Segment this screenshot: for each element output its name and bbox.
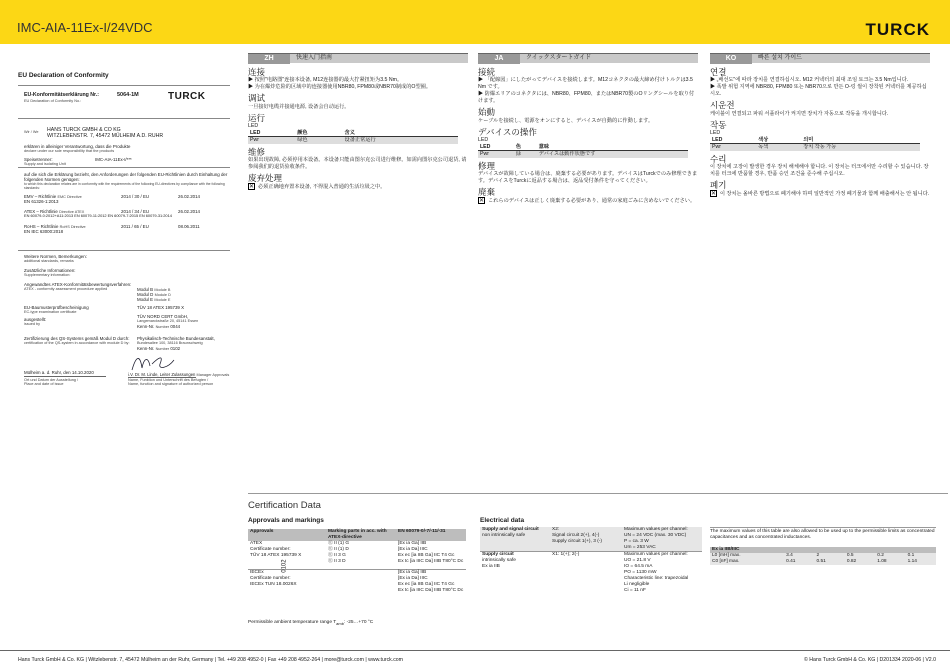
kenn-1: Kenn-Nr. Number 0044 bbox=[137, 324, 181, 330]
spv-label: Speisetrenner: bbox=[24, 157, 53, 163]
electrical-table: Supply and signal circuit non intrinsically safe X2: Signal circuit 2(+), 4(-) Supply circuit 1(+), 3 (-) Maximum values per channel: UN = 24 VDC (max. 30 VDC) P = ca. 3 W Um = 253 VAC Supply circuit intrinsically safe Ex ia IIB X1: 1(+); 2(-) Maximum values per channel: UO = 21.8 V IO = 64.5 mA PO = 1130 mW Characteristic line: trapezoidal Li negligible Ci = 11 nF bbox=[480, 527, 702, 594]
sign-en2: Name, Funktion und Unterschrift des Befugten / bbox=[128, 378, 209, 383]
ko-tab-header bbox=[710, 53, 930, 63]
electrical-heading: Electrical data bbox=[480, 517, 525, 524]
bau-label: EU-Baumusterprüfbescheinigung bbox=[24, 305, 89, 311]
ja-section-repair: 修理 bbox=[478, 160, 496, 171]
signer: i.V. Dr. M. Linde, Leiter Zulassungen Manager Approvals bbox=[128, 372, 230, 378]
signature-image bbox=[130, 352, 186, 374]
ja-p1a: ▶ 「配線図」にしたがってデバイスを接続します。M12コネクタの最大締め付けトルクは3.5 Nm です。 bbox=[478, 77, 693, 91]
dir-emv-name: EMV – Richtlinie EMC Directive bbox=[24, 194, 82, 200]
notified-body-number: 0102 bbox=[281, 559, 288, 573]
dir-atex-name: ATEX – Richtlinie Directive ATEX bbox=[24, 209, 85, 215]
ja-tab-header bbox=[478, 53, 698, 63]
ja-section-connect: 接続 bbox=[478, 67, 496, 77]
zh-p4: 如果出现故障, 必须停用本设备。本设备只能由图尔克公司进行维修。如需向图尔克公司退货, 请参阅我们的退货验收条件。 bbox=[248, 156, 467, 170]
ko-title: 빠른 설치 가이드 bbox=[758, 55, 802, 61]
ang-en: ATEX - conformity assessment procedure applied bbox=[24, 287, 108, 292]
ko-section-disposal: 폐기 bbox=[710, 179, 727, 190]
wee-bin-icon: ✕ bbox=[249, 184, 255, 191]
zh-p1b: ▶ 为在爆炸危险的区域中的连接器使用NBR80, FPM80或NBR70制成的O型圈。 bbox=[248, 84, 432, 91]
zh-tab-header bbox=[248, 53, 468, 63]
dir-emv-std: EN 61326-1:2013 bbox=[24, 199, 59, 205]
zh-p2: 一旦接好电缆并接通电源, 设备会自动运行。 bbox=[248, 103, 350, 110]
kenn-2: Kenn-Nr. Number 0102 bbox=[137, 346, 181, 352]
header-bar bbox=[0, 0, 950, 44]
zert-label: Zertifizierung des QS-Systems gemäß Modul D durch: bbox=[24, 336, 130, 342]
ko-section-commission: 시운전 bbox=[710, 100, 735, 111]
zh-column bbox=[248, 53, 468, 191]
ko-column bbox=[710, 53, 930, 198]
module-d: Modul D Module D bbox=[137, 292, 171, 298]
wee-bin-icon: ✕ bbox=[711, 191, 717, 198]
declare-text: erklären in alleiniger Verantwortung, dass die Produkte bbox=[24, 144, 131, 150]
ausg-value2: Langemarckstraße 20, 45141 Essen bbox=[137, 319, 199, 324]
approvals-table: Approvals Marking parts in acc. with ATEX-directive EN 60079-0/-7/-11/-31 ATEX Certificate number: TÜV 18 ATEX 195739 X 0102 Ⓔ II (1) G Ⓔ II (1) D Ⓔ II 3 G Ⓔ II 3 D [Ex ia Ga] IIB [Ex ia Da] IIIC Ex ec [ia IIB Ga] IIC T4 Gc Ex tc [ia IIIC Da] IIIB T80°C Dc IECEx Certificate number: IECEx TUN 18.0026X [Ex ia Ga] IIB [Ex ia Da] IIIC Ex ec [ia IIB Ga] IIC T4 Gc Ex tc [ia IIIC Da] IIIB T80°C Dc bbox=[248, 529, 466, 594]
footer-left: Hans Turck GmbH & Co. KG | Witzlebenstr. 7, 45472 Mülheim an der Ruhr, Germany | Tel. +49 208 4952-0 | Fax +49 208 4952-264 | more@turck.com | www.turck.com bbox=[18, 657, 403, 663]
ko-p5: 이 장치는 올바른 방법으로 폐기해야 하며 일반적인 가정 폐기물과 함께 배출해서는 안 됩니다. bbox=[720, 191, 930, 198]
ja-p3: LED bbox=[478, 137, 489, 144]
zh-section-operate: 运行 bbox=[248, 112, 266, 123]
place-en: Ort und Datum der Ausstellung / bbox=[24, 378, 79, 383]
ja-p5: これらのデバイスは正しく廃棄する必要があり、通常の家庭ごみに含めないでください。 bbox=[488, 198, 696, 205]
ja-section-operate: デバイスの操作 bbox=[478, 126, 537, 137]
module-e: Modul E Module E bbox=[137, 297, 171, 303]
intro-en-2: standards: bbox=[24, 186, 40, 191]
zh-p1a: ▶ 按照"电路图"连接本设备, M12连接器的最大拧紧扭矩为3.5 Nm。 bbox=[248, 77, 403, 84]
ko-p4: 이 장치에 고장이 발생한 경우 장치 해체해야 합니다. 이 장치는 터크에서만 수리할 수 있습니다. 장치를 터크에 반품할 경우, 반품 승인 조건을 준수해 주십시오. bbox=[710, 163, 929, 177]
decl-label: EU-Konformitätserklärung Nr.: bbox=[24, 92, 99, 99]
dir-atex-value: 2014 / 34 / EU bbox=[121, 209, 150, 215]
dir-atex-std: EN 60079-0:2012+A11:2013 EN 60079-11:2012 EN 60079-7:2015 EN 60079-31:2014 bbox=[24, 213, 172, 219]
zh-led-table: LED 颜色 含义 Pwr 绿色 设备正常运行 bbox=[248, 130, 458, 143]
product-title: IMC-AIA-11Ex-I/24VDC bbox=[17, 20, 153, 35]
zh-section-disposal: 废弃处理 bbox=[248, 172, 283, 183]
ko-section-connect: 연결 bbox=[710, 67, 727, 77]
ko-section-repair: 수리 bbox=[710, 153, 727, 164]
spv-value: IMC-AIA-11Ex-I/*** bbox=[95, 157, 132, 163]
eu-title: EU Declaration of Conformity bbox=[18, 72, 109, 79]
ja-column bbox=[478, 53, 698, 205]
wee-bin-icon: ✕ bbox=[479, 198, 485, 205]
intro-line-1: auf die sich die Erklärung bezieht, den Anforderungen der folgenden EU-Richtlinien durch Einhaltung der bbox=[24, 172, 228, 178]
zh-title: 快速入门指南 bbox=[296, 55, 333, 61]
eu-declaration bbox=[18, 72, 230, 416]
zh-p5: 必须正确地弃置本设备, 不得混入普通的生活垃圾之中。 bbox=[258, 184, 386, 191]
ausg-value: TÜV NORD CERT GmbH, bbox=[137, 314, 189, 320]
eu-turck-logo: TURCK bbox=[168, 91, 206, 103]
footer-right: © Hans Turck GmbH & Co. KG | D201334 2020-06 | V2.0 bbox=[804, 657, 936, 663]
ja-code: JA bbox=[478, 54, 520, 64]
weitere-label: Weitere Normen, Bemerkungen: bbox=[24, 254, 87, 260]
footer bbox=[0, 650, 950, 672]
zert-en: certification of the QS-system in accordance with module D by: bbox=[24, 341, 130, 346]
intro-en-1: to which this declaration relates are in conformity with the requirements of the following EU-directives by compliance with the following bbox=[24, 182, 225, 187]
ambient-temp: Permissible ambient temperature range $T_{amb}$: -25…+70 °C bbox=[248, 620, 374, 626]
dir-rohs-date: 08.06.2011 bbox=[178, 224, 200, 230]
dir-emv-value: 2014 / 30 / EU bbox=[121, 194, 150, 200]
ang-label: Angewandtes ATEX-Konformitätsbewertungsverfahren: bbox=[24, 282, 132, 288]
ko-p2: 케이블이 연결되고 파워 서플라이가 켜지면 장치가 자동으로 작동을 개시합니다. bbox=[710, 110, 889, 117]
limits-table: Ex ia IIB/IIIC L0 [mH] max. 3.4 2 0.5 0.2 0.1 C0 [nF] max. 0.41 0.51 0.82 1.08 1.14 bbox=[710, 547, 936, 565]
bau-en: EC-type examination certificate bbox=[24, 310, 77, 315]
ja-section-disposal: 廃棄 bbox=[478, 186, 496, 197]
turck-logo: TURCK bbox=[865, 20, 930, 39]
zh-section-commission: 调试 bbox=[248, 93, 266, 104]
decl-sub: EU Declaration of Conformity No.: bbox=[24, 99, 82, 104]
certification-section bbox=[248, 493, 948, 626]
ko-p1a: ▶ „배선도"에 따라 장치를 연결하십시오. M12 커넥터의 최대 조임 토크는 3.5 Nm입니다. bbox=[710, 77, 909, 84]
weitere-en: additional standards, remarks bbox=[24, 259, 74, 264]
ja-section-start: 始動 bbox=[478, 107, 496, 118]
ja-p2: ケーブルを接続し、電源をオンにすると、デバイスが自動的に作動します。 bbox=[478, 117, 654, 124]
approvals-heading: Approvals and markings bbox=[248, 517, 324, 524]
decl-number: 5064-1M bbox=[117, 92, 139, 99]
dir-rohs-value: 2011 / 65 / EU bbox=[121, 224, 149, 230]
zert-value2: Bundesallee 100, 38116 Braunschweig bbox=[137, 341, 203, 346]
dir-rohs-std: EN IEC 63000:2018 bbox=[24, 229, 64, 235]
module-b: Modul B Module B bbox=[137, 287, 171, 293]
ja-led-table: LED 色 意味 Pwr 緑 デバイスは動作状態です bbox=[478, 144, 688, 157]
ko-led-table: LED 색상 의미 Pwr 녹색 장치 작동 가능 bbox=[710, 137, 920, 150]
zh-code: ZH bbox=[248, 54, 290, 64]
dir-emv-date: 26.02.2014 bbox=[178, 194, 200, 200]
dir-rohs-name: RoHS – Richtlinie RoHS Directive bbox=[24, 224, 86, 230]
zh-section-connect: 连接 bbox=[248, 67, 266, 77]
ja-p1b: ▶ 防爆エリアのコネクタには、NBR80、FPM80、またはNBR70製のOリングシールを取り付けます。 bbox=[478, 91, 695, 105]
ko-code: KO bbox=[710, 54, 752, 64]
cert-note: The maximum values of this table are also allowed to be used up to the permissible limits as concentrated capacitances and as concentrated inductances. bbox=[710, 529, 935, 540]
zert-value: Physikalisch-Technische Bundesanstalt, bbox=[137, 336, 215, 342]
dir-atex-date: 26.02.2014 bbox=[178, 209, 200, 215]
zusatz-en: Supplementary information: bbox=[24, 273, 71, 278]
declare-en: declare under our sole responsibility that the products bbox=[24, 149, 115, 154]
place-en2: Place and date of issue bbox=[24, 382, 64, 387]
company-name: HANS TURCK GMBH & CO KG bbox=[47, 127, 121, 134]
intro-line-2: folgenden Normen genügen: bbox=[24, 177, 80, 183]
zh-p3: LED bbox=[248, 123, 259, 130]
place-date: Mülheim a. d. Ruhr, den 14.10.2020 bbox=[24, 370, 94, 376]
bau-value: TÜV 18 ATEX 195739 X bbox=[137, 305, 185, 311]
ko-p3: LED bbox=[710, 130, 721, 137]
ko-p1b: ▶ 폭발 위험 지역에 NBR80, FPM80 또는 NBR70으로 만든 O-링 씰이 장착된 커넥터를 제공하십시오. bbox=[710, 84, 927, 98]
ja-p4: デバイスが故障している場合は、廃棄する必要があります。デバイスはTurckでのみ修理できます。デバイスをTurckに返品する場合は、返品受付条件を守ってください。 bbox=[478, 170, 698, 184]
zh-section-repair: 维修 bbox=[248, 146, 266, 157]
sign-en3: Name, function and signature of authorized person bbox=[128, 382, 214, 387]
ko-section-operate: 작동 bbox=[710, 119, 727, 130]
cert-title: Certification Data bbox=[248, 500, 321, 511]
company-address: WITZLEBENSTR. 7, 45472 MÜLHEIM A.D. RUHR bbox=[47, 133, 164, 140]
spv-en: Supply and isolating Unit bbox=[24, 162, 66, 167]
wir-label: Wir / We bbox=[24, 130, 39, 135]
ausg-en: issued by bbox=[24, 322, 41, 327]
zusatz-label: Zusätzliche Informationen: bbox=[24, 268, 76, 274]
ausg-label: ausgestellt: bbox=[24, 317, 47, 323]
ja-title: クイックスタートガイド bbox=[526, 55, 592, 61]
